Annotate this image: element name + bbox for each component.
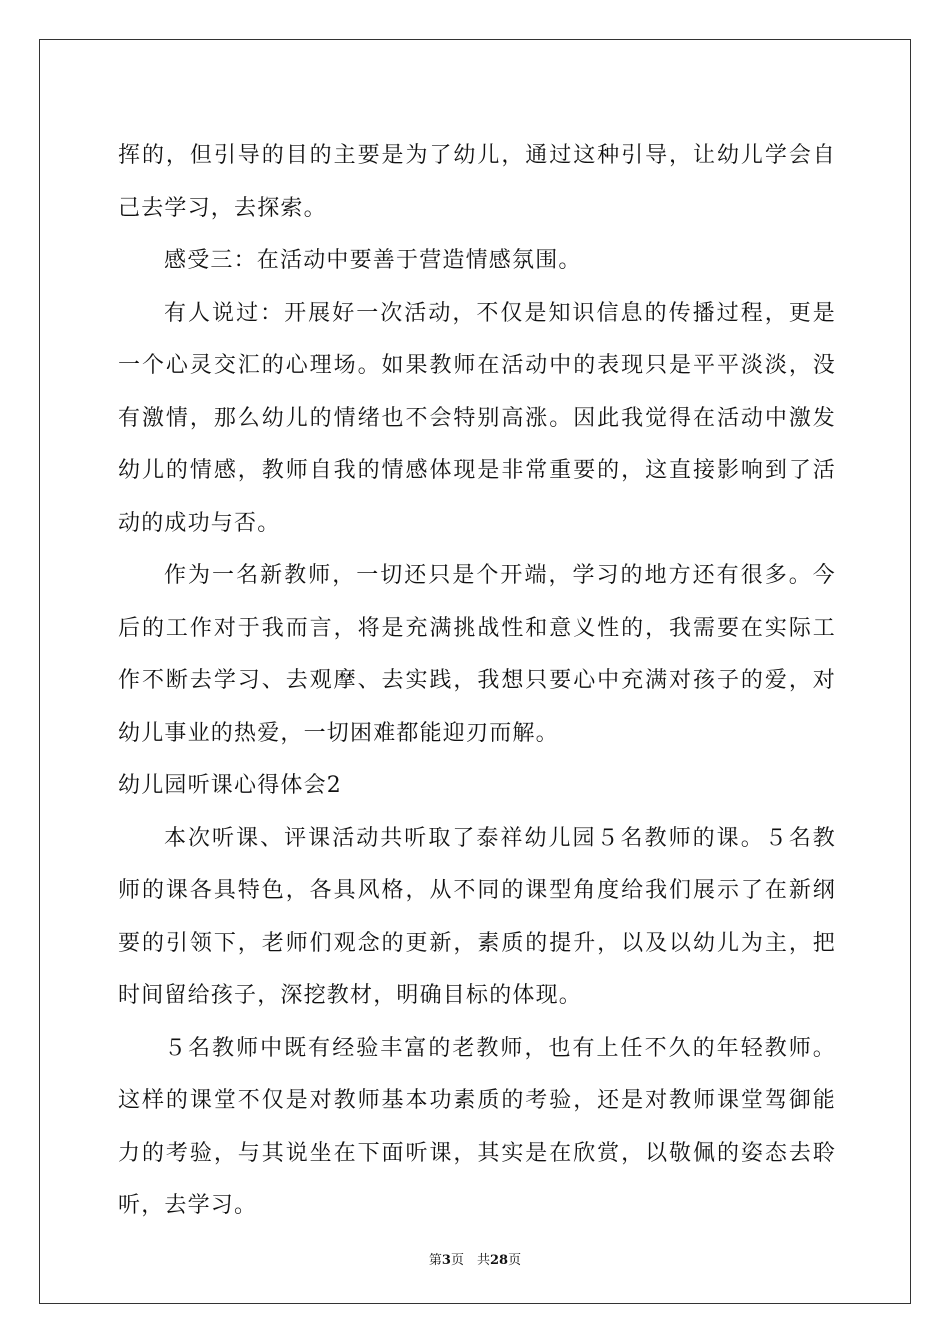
page-footer (0, 1249, 950, 1268)
paragraph-4: 作为一名新教师，一切还只是个开端，学习的地方还有很多。今后的工作对于我而言，将是充满挑战性和意义性的，我需要在实际工作不断去学习、去观摩、去实践，我想只要心中充满对孩子的爱，对幼儿事业的热爱，一切困难都能迎刃而解。 (118, 563, 836, 746)
section-heading: 幼儿园听课心得体会2 (118, 773, 342, 798)
footer-page-number: 3 (441, 1253, 451, 1268)
footer-suffix: 页 (508, 1253, 522, 1268)
paragraph-6: ５名教师中既有经验丰富的老教师，也有上任不久的年轻教师。这样的课堂不仅是对教师基本功素质的考验，还是对教师课堂驾御能力的考验，与其说坐在下面听课，其实是在欣赏，以敬佩的姿态去聆听，去学习。 (118, 1035, 836, 1218)
paragraph-1: 挥的，但引导的目的主要是为了幼儿，通过这种引导，让幼儿学会自己去学习，去探索。 (118, 143, 836, 221)
footer-prefix: 第 (428, 1253, 442, 1268)
document-body (118, 130, 836, 1233)
paragraph-3: 有人说过：开展好一次活动，不仅是知识信息的传播过程，更是一个心灵交汇的心理场。如果教师在活动中的表现只是平平淡淡，没有激情，那么幼儿的情绪也不会特别高涨。因此我觉得在活动中激发幼儿的情感，教师自我的情感体现是非常重要的，这直接影响到了活动的成功与否。 (118, 300, 836, 536)
footer-mid: 页 共 (450, 1253, 490, 1268)
footer-total-pages: 28 (489, 1253, 509, 1268)
paragraph-5: 本次听课、评课活动共听取了泰祥幼儿园５名教师的课。５名教师的课各具特色，各具风格，从不同的课型角度给我们展示了在新纲要的引领下，老师们观念的更新，素质的提升，以及以幼儿为主，把时间留给孩子，深挖教材，明确目标的体现。 (118, 825, 836, 1008)
paragraph-2: 感受三：在活动中要善于营造情感氛围。 (164, 248, 582, 273)
